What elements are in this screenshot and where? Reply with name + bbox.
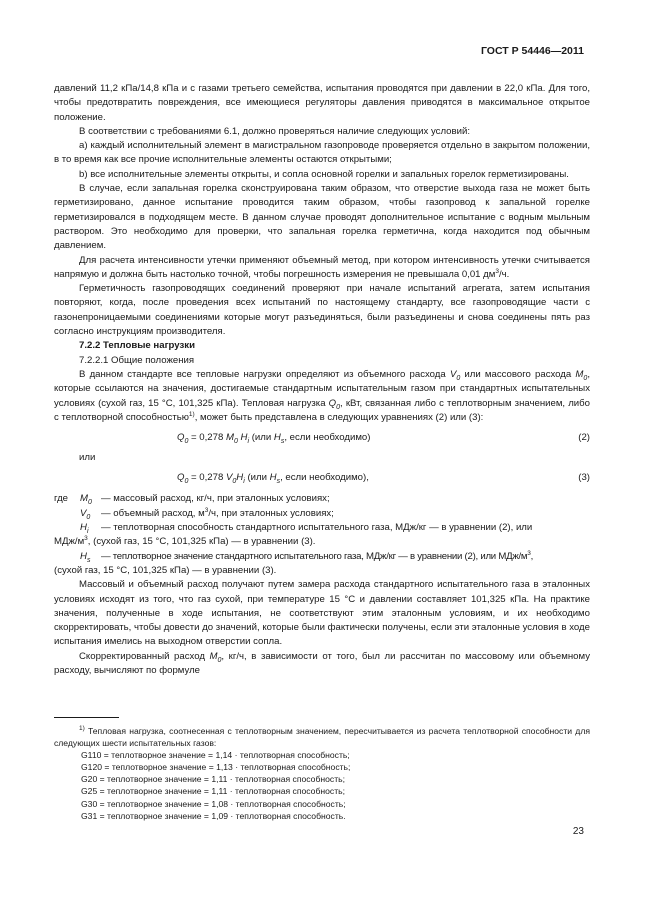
- section-heading: 7.2.2 Тепловые нагрузки: [79, 340, 195, 352]
- footnote-divider: [54, 717, 119, 718]
- definition-m0: [54, 492, 590, 506]
- text: — теплотворное значение стандартного испытательного газа, МДж/кг — в уравнении (2), или МДж/м: [101, 550, 528, 562]
- definition-continuation: [54, 535, 590, 549]
- definition-text: — теплотворная способность стандартного испытательного газа, МДж/кг — в уравнении (2), или: [101, 522, 533, 534]
- spacer: [54, 550, 80, 564]
- definition-v0: [54, 507, 590, 521]
- text: В данном стандарте все тепловые нагрузки определяют из объемного расхода: [79, 368, 450, 380]
- subscript: s: [276, 478, 281, 486]
- footnote-mark: 1): [79, 725, 85, 733]
- text: Для расчета интенсивности утечки применяют объемный метод, при котором интенсивность утечки считывается напрямую и должна быть настолько точной, чтобы погрешность измерения не превышала 0,01 дм: [54, 254, 590, 280]
- subscript: i: [243, 478, 245, 486]
- list-item-b: b) все исполнительные элементы открыты, и сопла основной горелки и запальных горелок герметизированы.: [79, 168, 569, 180]
- footnote-line: G31 = теплотворное значение = 1,09 · теплотворная способность.: [81, 810, 346, 821]
- text: , которые ссылаются на значения, достигаемые стандартным испытательным газом при стандартных испытательных условиях (сухой газ, 15 °С, 101,325 кПа). Тепловая нагрузка: [54, 368, 590, 409]
- symbol-letter: V: [80, 507, 87, 519]
- definition-hi: [54, 521, 590, 535]
- paragraph: В соответствии с требованиями 6.1, должно проверяться наличие следующих условий:: [79, 125, 470, 137]
- footnote-line: G30 = теплотворное значение = 1,08 · теплотворная способность;: [81, 798, 346, 809]
- equation-2: [54, 430, 590, 446]
- subscript: 0: [88, 499, 92, 507]
- symbol-letter: H: [80, 522, 87, 534]
- symbol-letter: M: [80, 493, 88, 505]
- definition-text: [101, 550, 590, 564]
- symbol: V: [225, 472, 233, 484]
- where-label: где: [54, 493, 69, 505]
- footnote-line: G25 = теплотворное значение = 1,11 · теплотворная способность;: [81, 786, 345, 797]
- subscript: 0: [184, 478, 189, 486]
- subscript: 0: [232, 478, 237, 486]
- text: , может быть представлена в следующих уравнениях (2) или (3):: [194, 411, 484, 423]
- subscript: 0: [456, 374, 461, 382]
- definition-text: [101, 507, 590, 521]
- symbol: [80, 550, 101, 564]
- conjunction: или: [79, 452, 96, 464]
- text: Тепловая нагрузка, соотнесенная с теплотворным значением, пересчитывается из расчета теплотворной способности для следующих шести испытательных газов:: [54, 726, 590, 749]
- symbol: Q: [328, 397, 337, 409]
- superscript: 3: [495, 267, 499, 275]
- text: , если необходимо),: [280, 472, 369, 484]
- subscript: 0: [233, 437, 238, 445]
- symbol: [80, 521, 101, 535]
- text: , если необходимо): [284, 431, 371, 443]
- paragraph: В случае, если запальная горелка сконструирована таким образом, что отверстие выхода газа не может быть герметизировано, данное испытание проводится таким образом, чтобы газопровод к запальной горелке герметизировался в подходящем месте. В данном случае проводят дополнительное испытание с водным мыльным раствором. Это необходимо для проверки, что запальная горелка герметична, когда находится под обычным давлением.: [54, 183, 590, 252]
- document-header: ГОСТ Р 54446—2011: [480, 45, 584, 57]
- footnote-line: G120 = теплотворное значение = 1,13 · теплотворная способность;: [81, 762, 351, 773]
- superscript: 3: [204, 506, 209, 514]
- symbol: V: [449, 368, 457, 380]
- subscript: 0: [336, 403, 341, 411]
- equation-number: (2): [578, 431, 590, 443]
- symbol: H: [237, 431, 248, 443]
- superscript: 3: [84, 535, 88, 543]
- paragraph: [54, 368, 590, 425]
- text: ,: [530, 550, 534, 562]
- symbol: [80, 492, 101, 506]
- definition-continuation: (сухой газ, 15 °С, 101,325 кПа) — в уравнении (3).: [54, 564, 277, 576]
- text: или массового расхода: [460, 368, 576, 380]
- subscript: 0: [86, 513, 91, 521]
- definition-text: — массовый расход, кг/ч, при эталонных условиях;: [101, 493, 330, 505]
- text: = 0,278: [188, 431, 226, 443]
- paragraph: [54, 254, 590, 283]
- subscript: s: [280, 437, 285, 445]
- text: МДж/м: [54, 536, 85, 548]
- symbol: [80, 507, 101, 521]
- equation-3: [54, 470, 590, 486]
- equation-body: [177, 471, 369, 485]
- text: /ч.: [498, 268, 510, 280]
- footnote-line: G20 = теплотворное значение = 1,11 · теплотворная способность;: [81, 774, 345, 785]
- equation-number: (3): [578, 472, 590, 484]
- list-item-a: а) каждый исполнительный элемент в магистральном газопроводе проверяется отдельно в закрытом положении, в то время как все прочие исполнительные элементы остаются открытыми;: [54, 140, 590, 166]
- spacer: [54, 521, 80, 535]
- superscript: 3: [527, 549, 531, 557]
- footnote: [54, 725, 590, 822]
- symbol-letter: H: [80, 550, 87, 562]
- subscript: i: [86, 527, 89, 535]
- text: (или: [249, 431, 274, 443]
- paragraph: Массовый и объемный расход получают путем замера расхода стандартного испытательного газа в эталонных условиях исходят из того, что газ сухой, при температуре 15 °С и давлении составляет 101,325 кПа. На практике значения, полученные в ходе испытания, не соответствуют этим эталонным условиям, и их необходимо скорректировать, чтобы довести до значений, которые были фактически получены, если эти эталонные условия в ходе испытания имелись на выходном отверстии сопла.: [54, 579, 590, 648]
- text: , (сухой газ, 15 °С, 101,325 кПа) — в уравнении (3).: [87, 536, 316, 548]
- symbol: H: [236, 472, 244, 484]
- paragraph: давлений 11,2 кПа/14,8 кПа и с газами третьего семейства, испытания проводятся при давлении в 22,0 кПа. Для того, чтобы предотвратить повреждения, все имеющиеся регуляторы давления приводятся в максимальное открытое положение.: [54, 83, 590, 123]
- footnote-text: [54, 725, 590, 749]
- subscript: 0: [583, 374, 588, 382]
- symbol: M: [575, 368, 584, 380]
- footnote-ref[interactable]: 1): [188, 410, 195, 418]
- footnote-line: G110 = теплотворное значение = 1,14 · теплотворная способность;: [81, 750, 350, 761]
- subscript: i: [247, 437, 250, 445]
- equation-body: [177, 431, 370, 445]
- symbol: Q: [177, 431, 185, 443]
- footnote-list: [81, 749, 590, 822]
- symbol: H: [269, 472, 277, 484]
- spacer: [54, 507, 80, 521]
- subscript: s: [86, 556, 91, 564]
- text: Скорректированный расход: [79, 650, 210, 662]
- text: /ч, при эталонных условиях;: [208, 507, 334, 519]
- page-number: 23: [572, 826, 584, 837]
- subsection-heading: 7.2.2.1 Общие положения: [79, 354, 195, 366]
- page-body: [54, 82, 590, 678]
- text: — объемный расход, м: [101, 507, 205, 519]
- symbol: M: [209, 650, 218, 662]
- definition-hs: [54, 550, 590, 564]
- text: (или: [244, 472, 270, 484]
- subscript: 0: [217, 656, 222, 664]
- definitions: [54, 492, 590, 578]
- subscript: 0: [184, 437, 189, 445]
- symbol: M: [225, 431, 234, 443]
- text: , кг/ч, в зависимости от того, был ли рассчитан по массовому или объемному расходу, вычисляют по формуле: [54, 650, 590, 676]
- text: = 0,278: [188, 472, 226, 484]
- symbol: H: [273, 431, 281, 443]
- paragraph: Герметичность газопроводящих соединений проверяют при начале испытаний агрегата, затем испытания повторяют, когда, после проведения всех испытаний по настоящему стандарту, все газопроводящие части с газонепроницаемыми соединениями которые могут разъединяться, были разъединены и снова соединены пять раз согласно инструкциям производителя.: [54, 283, 590, 338]
- paragraph: [54, 650, 590, 679]
- symbol: Q: [177, 472, 185, 484]
- text: , кВт, связанная либо с теплотворным значением, либо с теплотворной способностью: [54, 397, 590, 423]
